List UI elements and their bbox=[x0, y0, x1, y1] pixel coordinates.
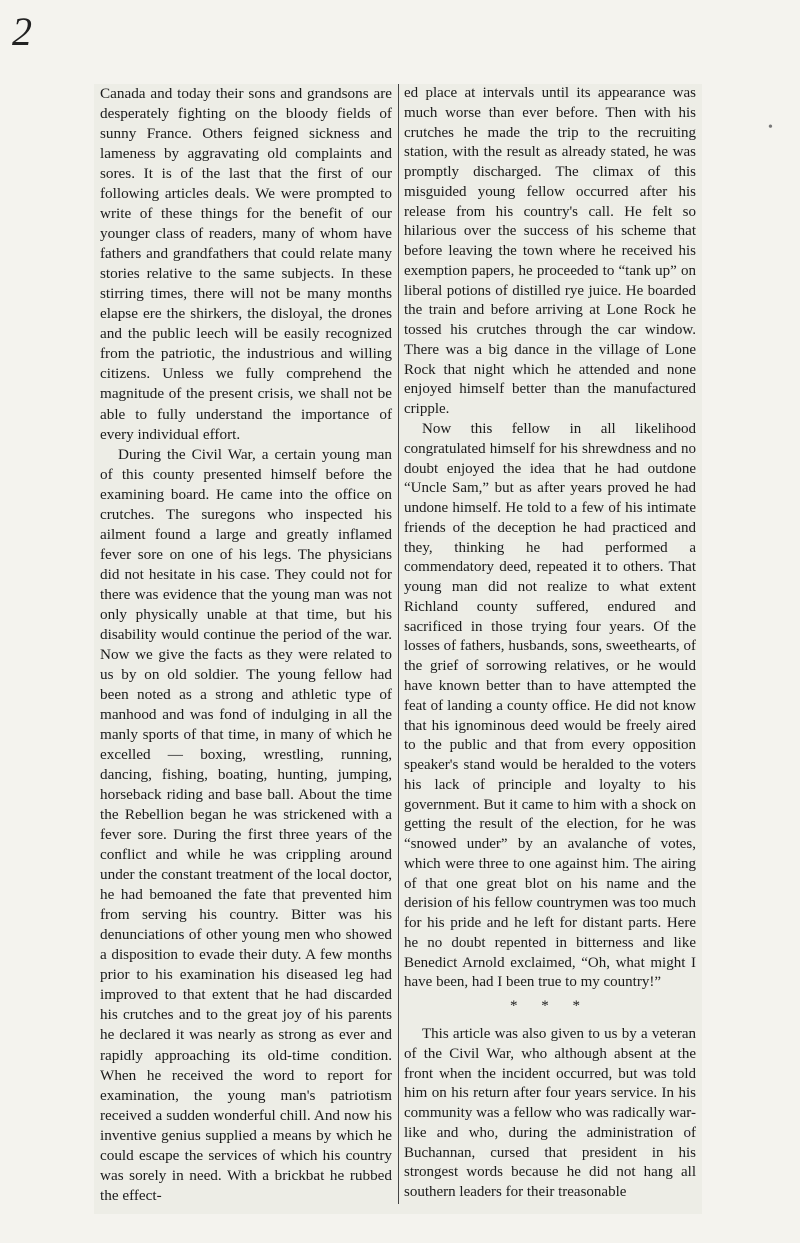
page-number: 2 bbox=[12, 9, 32, 54]
section-separator: * * * bbox=[510, 998, 590, 1015]
column-divider bbox=[398, 84, 399, 1204]
article-paragraph: This article was also given to us by a veteran of the Civil War, who although absent at the front when the incident occurred, but was told him on his return after four years service. In his community was a fellow who was radically war-like and who, during the administration of Buchannan, cursed that president in his strongest words because he did not hang all southern leaders for their treasonable bbox=[404, 1025, 696, 1201]
article-paragraph: ed place at intervals until its appearance was much worse than ever before. Then with his crutches he made the trip to the recruiting station, with the result as already stated, he was promptly discharged. The climax of this misguided young fellow occurred after his release from his country's call. He felt so hilarious over the success of his scheme that before leaving the town where he received his exemption papers, he proceeded to “tank up” on liberal potions of distilled rye juice. He boarded the train and before arriving at Lone Rock he tossed his crutches through the car window. There was a big dance in the village of Lone Rock that night which he attended and none enjoyed himself better than the manufactured cripple. bbox=[404, 85, 696, 418]
article-column-right bbox=[404, 84, 696, 1203]
margin-mark: • bbox=[768, 120, 773, 135]
article-column-left bbox=[100, 84, 392, 1206]
article-paragraph: During the Civil War, a certain young man of this county presented himself before the examining board. He came into the office on crutches. The suregons who inspected his ailment found a large and greatly inflamed fever sore on one of his legs. The physicians did not hesitate in his case. They could not for there was evidence that the young man was not only physically unable at that time, but his disability would continue the period of the war. Now we give the facts as they were related to us by on old soldier. The young fellow had been noted as a strong and athletic type of manhood and was fond of indulging in all the manly sports of that time, in many of which he excelled — boxing, wrestling, running, dancing, fishing, boating, hunting, jumping, horseback riding and base ball. About the time the Rebellion began he was strickened with a fever sore. During the first three years of the conflict and while he was crippling around under the constant treatment of the local doctor, he had bemoaned the fate that prevented him from serving his country. Bitter was his denunciations of other young men who showed a disposition to evade their duty. A few months prior to his examination his diseased leg had improved to that extent that he had discarded his crutches and to the great joy of his parents he declared it was nearly as strong as ever and rapidly approaching its old-time condition. When he received the word to report for examination, the young man's patriotism received a sudden wonderful chill. And now his inventive genius supplied a means by which he could escape the services of which his country was sorely in need. With a brickbat he rubbed the effect- bbox=[100, 445, 392, 1204]
article-paragraph: Now this fellow in all likelihood congratulated himself for his shrewdness and no doubt enjoyed the idea that he had outdone “Uncle Sam,” but as after years proved he had undone himself. He told to a few of his intimate friends of the deception he had practiced and they, thinking he had performed a commendatory deed, repeated it to others. That young man did not realize to what extent Richland county suffered, endured and sacrificed in those trying four years. Of the losses of fathers, husbands, sons, sweethearts, of the grief of sorrowing relatives, or he would have known better than to have attempted the feat of landing a county office. He did not know that his ignominous deed would be freely aired to the public and that from every opposition speaker's stand would be heralded to the voters his lack of principle and loyalty to his government. But it came to him with a shock on getting the result of the election, for he was “snowed under” by an avalanche of votes, which were three to one against him. The airing of that one great blot on his name and the derision of his fellow countrymen was too much for his pride and he left for distant parts. Here he no doubt repented in bitterness and like Benedict Arnold exclaimed, “Oh, what might I have been, had I been true to my country!” bbox=[404, 421, 696, 991]
newspaper-clipping bbox=[94, 84, 702, 1214]
article-paragraph: Canada and today their sons and grandsons are desperately fighting on the bloody fields of sunny France. Others feigned sickness and lameness by aggravating old complaints and sores. It is of the last that the first of our following articles deals. We were prompted to write of these things for the benefit of our younger class of readers, many of whom have fathers and grandfathers that could relate many stories relative to the same subjects. In these stirring times, there will not be many months elapse ere the shirkers, the disloyal, the drones and the public leech will be easily recognized from the patriotic, the industrious and willing citizens. Unless we fully comprehend the magnitude of the present crisis, we shall not be able to fully understand the importance of every individual effort. bbox=[100, 85, 392, 443]
